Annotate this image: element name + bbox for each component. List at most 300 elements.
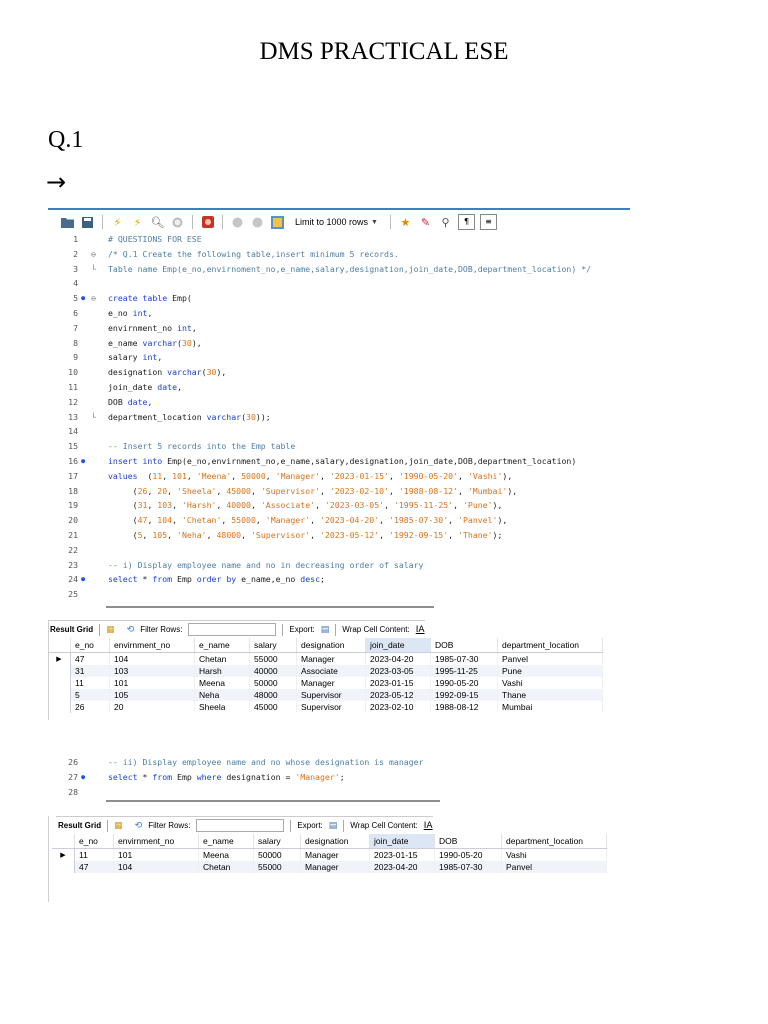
- column-header[interactable]: DOB: [431, 638, 498, 653]
- code-text: [108, 412, 271, 423]
- code-token: (: [201, 367, 207, 378]
- line-number: 22: [68, 544, 78, 555]
- line-number: 18: [68, 485, 78, 496]
- wrap-icon[interactable]: ≡: [480, 214, 497, 230]
- code-text: [108, 486, 517, 497]
- code-token: int: [142, 352, 158, 363]
- code-token: ,: [255, 515, 266, 526]
- sql-editor-continued[interactable]: [48, 757, 630, 797]
- code-token: ,: [147, 515, 158, 526]
- table-cell[interactable]: Harsh: [195, 665, 250, 677]
- table-cell[interactable]: 48000: [250, 689, 297, 701]
- table-cell[interactable]: Pune: [498, 665, 603, 677]
- table-cell[interactable]: 47: [71, 653, 110, 666]
- code-token: ,: [310, 530, 320, 540]
- code-token: designation =: [226, 771, 296, 782]
- code-text: [108, 441, 295, 452]
- code-token: 5: [137, 530, 143, 540]
- code-token: 'Supervisor': [260, 485, 320, 496]
- toolbar-separator: [107, 820, 108, 832]
- code-token: join_date: [108, 382, 158, 392]
- code-token: ),: [502, 470, 513, 481]
- table-row[interactable]: [52, 849, 607, 862]
- line-number: 6: [73, 308, 78, 318]
- code-token: ,: [389, 485, 399, 496]
- grid-layout-icon[interactable]: ▦: [106, 624, 115, 635]
- line-number: 15: [68, 441, 78, 452]
- line-number: 11: [68, 382, 78, 392]
- table-cell[interactable]: 1995-11-25: [431, 665, 498, 677]
- table-cell[interactable]: Chetan: [195, 653, 250, 666]
- column-header[interactable]: envirnment_no: [114, 834, 199, 849]
- line-number: 3: [73, 263, 78, 274]
- table-cell[interactable]: 40000: [250, 665, 297, 677]
- table-cell[interactable]: Manager: [297, 677, 366, 689]
- table-cell[interactable]: 50000: [250, 677, 297, 689]
- code-token: ,: [206, 530, 217, 540]
- code-token: ,: [379, 530, 390, 540]
- code-text: [108, 560, 423, 571]
- statement-marker-icon: ●: [81, 457, 86, 465]
- code-token: ));: [255, 411, 271, 422]
- code-token: ,: [216, 500, 227, 511]
- code-token: ,: [315, 500, 325, 511]
- code-token: ,: [147, 396, 153, 407]
- explain-icon[interactable]: 🔍︎: [150, 215, 165, 229]
- line-number: 2: [73, 248, 78, 259]
- code-token: '2023-03-05': [324, 500, 385, 511]
- code-token: 'Mumbai': [467, 485, 508, 496]
- editor-divider: [106, 606, 434, 608]
- find-icon[interactable]: ⚲: [441, 215, 450, 229]
- document-title: DMS PRACTICAL ESE: [259, 38, 509, 65]
- export-icon[interactable]: ▤: [328, 820, 338, 831]
- table-cell[interactable]: 101: [110, 677, 195, 689]
- code-token: 'Panvel': [458, 515, 498, 526]
- table-cell[interactable]: Supervisor: [297, 701, 366, 713]
- column-header[interactable]: e_no: [75, 834, 114, 849]
- code-token: (: [241, 411, 247, 422]
- code-text: [108, 293, 192, 304]
- line-number: 12: [68, 396, 78, 407]
- fold-toggle-icon[interactable]: ⊖: [91, 293, 96, 304]
- table-cell[interactable]: 20: [110, 701, 195, 713]
- editor-toolbar: [48, 208, 630, 234]
- code-token: (: [142, 470, 153, 481]
- line-number: 25: [68, 589, 78, 600]
- code-token: *: [142, 574, 153, 585]
- code-token: 30: [246, 411, 256, 422]
- code-token: # QUESTIONS FOR ESE: [108, 234, 202, 244]
- table-cell[interactable]: 2023-01-15: [370, 849, 435, 862]
- code-token: 101: [172, 470, 187, 481]
- editor-divider: [106, 800, 440, 802]
- brush-icon[interactable]: ✎: [420, 215, 431, 229]
- code-token: ),: [191, 337, 202, 348]
- table-row[interactable]: [48, 677, 603, 689]
- table-cell[interactable]: 2023-03-05: [366, 665, 431, 677]
- column-header[interactable]: salary: [254, 834, 301, 849]
- row-pointer-icon: [48, 677, 71, 689]
- toggle-error-icon[interactable]: [200, 215, 215, 229]
- table-cell[interactable]: 1988-08-12: [431, 701, 498, 713]
- code-text: [108, 338, 202, 349]
- code-token: Table name Emp(e_no,envirnoment_no,e_name,salary,designation,join_date,DOB,department_location) */: [108, 263, 592, 274]
- panel-border: [48, 620, 49, 720]
- table-cell[interactable]: Neha: [195, 689, 250, 701]
- code-token: int: [177, 322, 192, 333]
- line-number: 9: [73, 352, 78, 363]
- export-label: Export:: [297, 821, 323, 830]
- code-token: '2023-01-15': [329, 470, 390, 481]
- code-token: 'Manager': [295, 771, 340, 782]
- table-cell[interactable]: 5: [71, 689, 110, 701]
- code-token: ,: [320, 470, 330, 481]
- column-header[interactable]: join_date: [366, 638, 431, 653]
- column-header[interactable]: join_date: [370, 834, 435, 849]
- code-token: ,: [250, 500, 261, 511]
- code-token: 105: [152, 530, 168, 540]
- wrap-cell-icon[interactable]: IA: [423, 820, 433, 831]
- table-cell[interactable]: Meena: [195, 677, 250, 689]
- code-token: (: [108, 515, 138, 526]
- result-grid-tab[interactable]: Result Grid: [50, 625, 94, 634]
- table-cell[interactable]: 11: [75, 849, 114, 862]
- code-token: 40000: [226, 500, 251, 511]
- table-cell[interactable]: Supervisor: [297, 689, 366, 701]
- table-cell[interactable]: 55000: [250, 653, 297, 666]
- code-token: varchar: [142, 337, 178, 348]
- wrap-cell-label: Wrap Cell Content:: [342, 625, 410, 634]
- statement-marker-icon: ●: [81, 294, 86, 303]
- table-cell[interactable]: Manager: [301, 849, 370, 862]
- table-row[interactable]: [48, 665, 603, 677]
- filter-rows-input[interactable]: [196, 819, 284, 832]
- row-pointer-icon: [48, 701, 71, 713]
- code-token: values: [108, 470, 143, 481]
- code-token: '1992-09-15': [389, 530, 449, 540]
- code-token: Emp: [177, 574, 197, 585]
- table-cell[interactable]: 2023-05-12: [366, 689, 431, 701]
- table-cell[interactable]: 45000: [250, 701, 297, 713]
- table-cell[interactable]: 55000: [254, 861, 301, 873]
- filter-rows-input[interactable]: [188, 623, 276, 636]
- column-header[interactable]: DOB: [435, 834, 502, 849]
- column-header[interactable]: envirnment_no: [110, 638, 195, 653]
- code-token: ;: [339, 771, 345, 782]
- code-token: /* Q.1 Create the following table,insert minimum 5 records.: [108, 248, 399, 259]
- toolbar-separator: [192, 215, 193, 229]
- save-icon[interactable]: [80, 215, 95, 229]
- export-icon[interactable]: ▤: [320, 624, 330, 635]
- table-cell[interactable]: Vashi: [502, 849, 607, 862]
- table-cell[interactable]: 1985-07-30: [431, 653, 498, 666]
- filter-rows-label: Filter Rows:: [148, 821, 191, 830]
- code-token: date: [157, 382, 178, 392]
- table-cell[interactable]: 1985-07-30: [435, 861, 502, 873]
- code-text: [108, 500, 502, 511]
- code-token: desc: [300, 574, 320, 585]
- code-token: '1990-05-20': [398, 470, 459, 481]
- table-cell[interactable]: Panvel: [498, 653, 603, 666]
- row-header-corner: [52, 834, 75, 849]
- line-number: 20: [68, 515, 78, 526]
- column-header[interactable]: e_name: [199, 834, 254, 849]
- column-header[interactable]: e_no: [71, 638, 110, 653]
- table-cell[interactable]: 1992-09-15: [431, 689, 498, 701]
- code-token: 45000: [226, 485, 251, 496]
- column-header[interactable]: department_location: [498, 638, 603, 653]
- code-text: [108, 574, 325, 585]
- code-token: e_no: [108, 308, 133, 318]
- code-token: e_name: [108, 337, 143, 348]
- code-token: ,: [172, 515, 182, 526]
- toolbar-separator: [390, 215, 391, 229]
- beautify-icon[interactable]: ★: [400, 215, 411, 229]
- fold-toggle-icon[interactable]: ⊖: [91, 248, 96, 259]
- code-token: '2023-02-10': [329, 485, 389, 496]
- code-token: '2023-04-20': [320, 515, 380, 526]
- row-header-corner: [48, 638, 71, 653]
- table-cell[interactable]: 50000: [254, 849, 301, 862]
- code-token: 26: [137, 485, 148, 496]
- line-number: 21: [68, 530, 78, 540]
- code-token: *: [142, 771, 153, 782]
- code-token: ,: [167, 485, 178, 496]
- table-cell[interactable]: 103: [110, 665, 195, 677]
- code-token: (: [177, 337, 182, 348]
- table-row[interactable]: [48, 689, 603, 701]
- table-cell[interactable]: Vashi: [498, 677, 603, 689]
- table-cell[interactable]: 1990-05-20: [435, 849, 502, 862]
- code-token: 'Manager': [265, 515, 311, 526]
- code-token: 'Supervisor': [250, 530, 311, 540]
- rollback-icon[interactable]: [250, 215, 265, 229]
- line-number: 28: [68, 786, 78, 797]
- result-grid-tab[interactable]: Result Grid: [58, 821, 102, 830]
- code-text: [108, 515, 507, 526]
- code-token: (: [108, 500, 138, 511]
- autocommit-icon[interactable]: [270, 215, 285, 229]
- column-header[interactable]: salary: [250, 638, 297, 653]
- table-cell[interactable]: 2023-04-20: [370, 861, 435, 873]
- code-text: [108, 367, 226, 378]
- code-text: [108, 323, 197, 334]
- stop-icon[interactable]: [170, 215, 185, 229]
- table-cell[interactable]: Manager: [301, 861, 370, 873]
- table-cell[interactable]: 2023-01-15: [366, 677, 431, 689]
- toolbar-separator: [99, 624, 100, 636]
- code-text: [108, 264, 591, 275]
- code-token: int: [132, 308, 148, 318]
- code-token: -- i) Display employee name and no in decreasing order of salary: [108, 559, 424, 570]
- limit-rows-select[interactable]: [290, 215, 383, 229]
- code-token: ;: [320, 574, 325, 585]
- table-cell[interactable]: 2023-04-20: [366, 653, 431, 666]
- table-cell[interactable]: Thane: [498, 689, 603, 701]
- code-text: [108, 456, 576, 467]
- folder-icon[interactable]: [60, 215, 75, 229]
- line-number: 16: [68, 456, 78, 466]
- code-token: ,: [389, 470, 399, 481]
- table-cell[interactable]: 31: [71, 665, 110, 677]
- line-number: 17: [68, 470, 78, 481]
- row-pointer-icon: ▶: [48, 653, 71, 666]
- code-token: create table: [108, 293, 173, 304]
- code-token: ,: [177, 382, 182, 392]
- code-token: ,: [379, 515, 390, 526]
- code-token: -- ii) Display employee name and no whose designation is manager: [108, 757, 424, 767]
- code-token: 'Vashi': [467, 470, 503, 481]
- column-header[interactable]: department_location: [502, 834, 607, 849]
- code-token: 'Harsh': [181, 500, 217, 511]
- code-token: 30: [206, 367, 217, 378]
- line-number: 24: [68, 574, 78, 585]
- code-token: '1995-11-25': [393, 500, 454, 511]
- commit-icon[interactable]: [230, 215, 245, 229]
- export-label: Export:: [289, 625, 315, 634]
- result-grid-toolbar: [48, 620, 425, 638]
- code-token: 'Chetan': [181, 515, 222, 526]
- code-token: ,: [216, 485, 227, 496]
- table-cell[interactable]: Associate: [297, 665, 366, 677]
- column-header[interactable]: e_name: [195, 638, 250, 653]
- table-row[interactable]: [48, 653, 603, 666]
- table-cell[interactable]: 2023-02-10: [366, 701, 431, 713]
- table-cell[interactable]: 47: [75, 861, 114, 873]
- line-number: 10: [68, 367, 78, 378]
- table-cell[interactable]: Sheela: [195, 701, 250, 713]
- code-token: ,: [147, 485, 158, 496]
- execute-icon[interactable]: ⚡: [113, 215, 122, 229]
- code-text: [108, 382, 182, 393]
- code-token: ,: [453, 500, 463, 511]
- code-token: ,: [172, 500, 182, 511]
- code-text: [108, 772, 345, 783]
- execute-cursor-icon[interactable]: ⚡: [133, 215, 142, 229]
- toolbar-separator: [282, 624, 283, 636]
- line-number: 23: [68, 559, 78, 570]
- table-row[interactable]: [48, 701, 603, 713]
- code-token: (: [108, 485, 138, 496]
- code-token: ,: [221, 515, 232, 526]
- invisible-chars-icon[interactable]: ¶: [458, 214, 475, 230]
- code-token: ,: [191, 322, 197, 333]
- table-cell[interactable]: 26: [71, 701, 110, 713]
- table-cell[interactable]: Chetan: [199, 861, 254, 873]
- chevron-down-icon: ▼: [371, 218, 378, 226]
- code-token: ,: [167, 530, 178, 540]
- table-cell[interactable]: Manager: [297, 653, 366, 666]
- code-token: 'Associate': [260, 500, 316, 511]
- code-text: [108, 352, 162, 363]
- statement-marker-icon: ●: [81, 772, 86, 781]
- code-token: ,: [147, 500, 158, 511]
- code-token: varchar: [167, 367, 202, 378]
- code-token: Emp: [177, 771, 197, 782]
- code-token: ,: [265, 470, 276, 481]
- table-row[interactable]: [52, 861, 607, 873]
- code-token: (: [108, 530, 138, 540]
- code-token: ),: [507, 485, 518, 496]
- code-token: select: [108, 771, 143, 782]
- row-pointer-icon: [48, 689, 71, 701]
- code-text: [108, 471, 512, 482]
- column-header[interactable]: designation: [297, 638, 366, 653]
- grid-layout-icon[interactable]: ▦: [114, 820, 123, 831]
- code-token: ),: [497, 515, 508, 526]
- code-token: salary: [108, 352, 143, 363]
- code-token: '2023-05-12': [320, 530, 380, 540]
- statement-marker-icon: ●: [81, 575, 86, 584]
- table-cell[interactable]: Panvel: [502, 861, 607, 873]
- line-number: 8: [73, 337, 78, 348]
- table-cell[interactable]: 104: [114, 861, 199, 873]
- code-token: select: [108, 574, 143, 585]
- code-token: from: [152, 574, 178, 585]
- sql-editor[interactable]: [48, 234, 630, 604]
- refresh-icon[interactable]: ⟲: [134, 820, 143, 831]
- code-token: designation: [108, 367, 168, 378]
- code-token: 11: [152, 470, 163, 481]
- wrap-cell-label: Wrap Cell Content:: [350, 821, 418, 830]
- line-number: 26: [68, 757, 78, 767]
- code-token: envirnment_no: [108, 322, 178, 333]
- line-number: 13: [68, 411, 78, 422]
- line-number: 27: [68, 771, 78, 782]
- code-token: 104: [157, 515, 173, 526]
- code-token: -- Insert 5 records into the Emp table: [108, 441, 296, 452]
- result-grid: [52, 834, 607, 873]
- code-token: DOB: [108, 396, 128, 407]
- code-token: department_location: [108, 411, 207, 422]
- toolbar-separator: [290, 820, 291, 832]
- code-token: 55000: [231, 515, 256, 526]
- refresh-icon[interactable]: ⟲: [126, 624, 135, 635]
- code-token: ,: [231, 470, 242, 481]
- code-token: 'Pune': [462, 500, 493, 511]
- table-cell[interactable]: Meena: [199, 849, 254, 862]
- code-text: [108, 234, 202, 245]
- table-cell[interactable]: 104: [110, 653, 195, 666]
- line-number: 4: [73, 278, 78, 289]
- code-token: Emp(e_no,envirnment_no,e_name,salary,designation,join_date,DOB,department_location): [167, 456, 577, 466]
- code-token: ,: [319, 485, 330, 496]
- code-token: ,: [448, 515, 459, 526]
- toolbar-separator: [222, 215, 223, 229]
- question-label: Q.1: [48, 127, 84, 153]
- toolbar-separator: [102, 215, 103, 229]
- code-token: insert into: [108, 456, 168, 466]
- table-cell[interactable]: 101: [114, 849, 199, 862]
- code-token: Emp(: [172, 293, 192, 304]
- table-cell[interactable]: 105: [110, 689, 195, 701]
- line-number: 1: [73, 234, 78, 244]
- toolbar-separator: [343, 820, 344, 832]
- table-cell[interactable]: 11: [71, 677, 110, 689]
- code-token: 48000: [216, 530, 242, 540]
- code-token: ,: [310, 515, 320, 526]
- row-pointer-icon: ▶: [52, 849, 75, 862]
- column-header[interactable]: designation: [301, 834, 370, 849]
- code-token: ,: [448, 530, 459, 540]
- fold-toggle-icon: └: [91, 411, 96, 422]
- table-cell[interactable]: Mumbai: [498, 701, 603, 713]
- code-token: 'Sheela': [177, 485, 217, 496]
- wrap-cell-icon[interactable]: IA: [415, 624, 425, 635]
- code-token: ,: [458, 470, 468, 481]
- table-cell[interactable]: 1990-05-20: [431, 677, 498, 689]
